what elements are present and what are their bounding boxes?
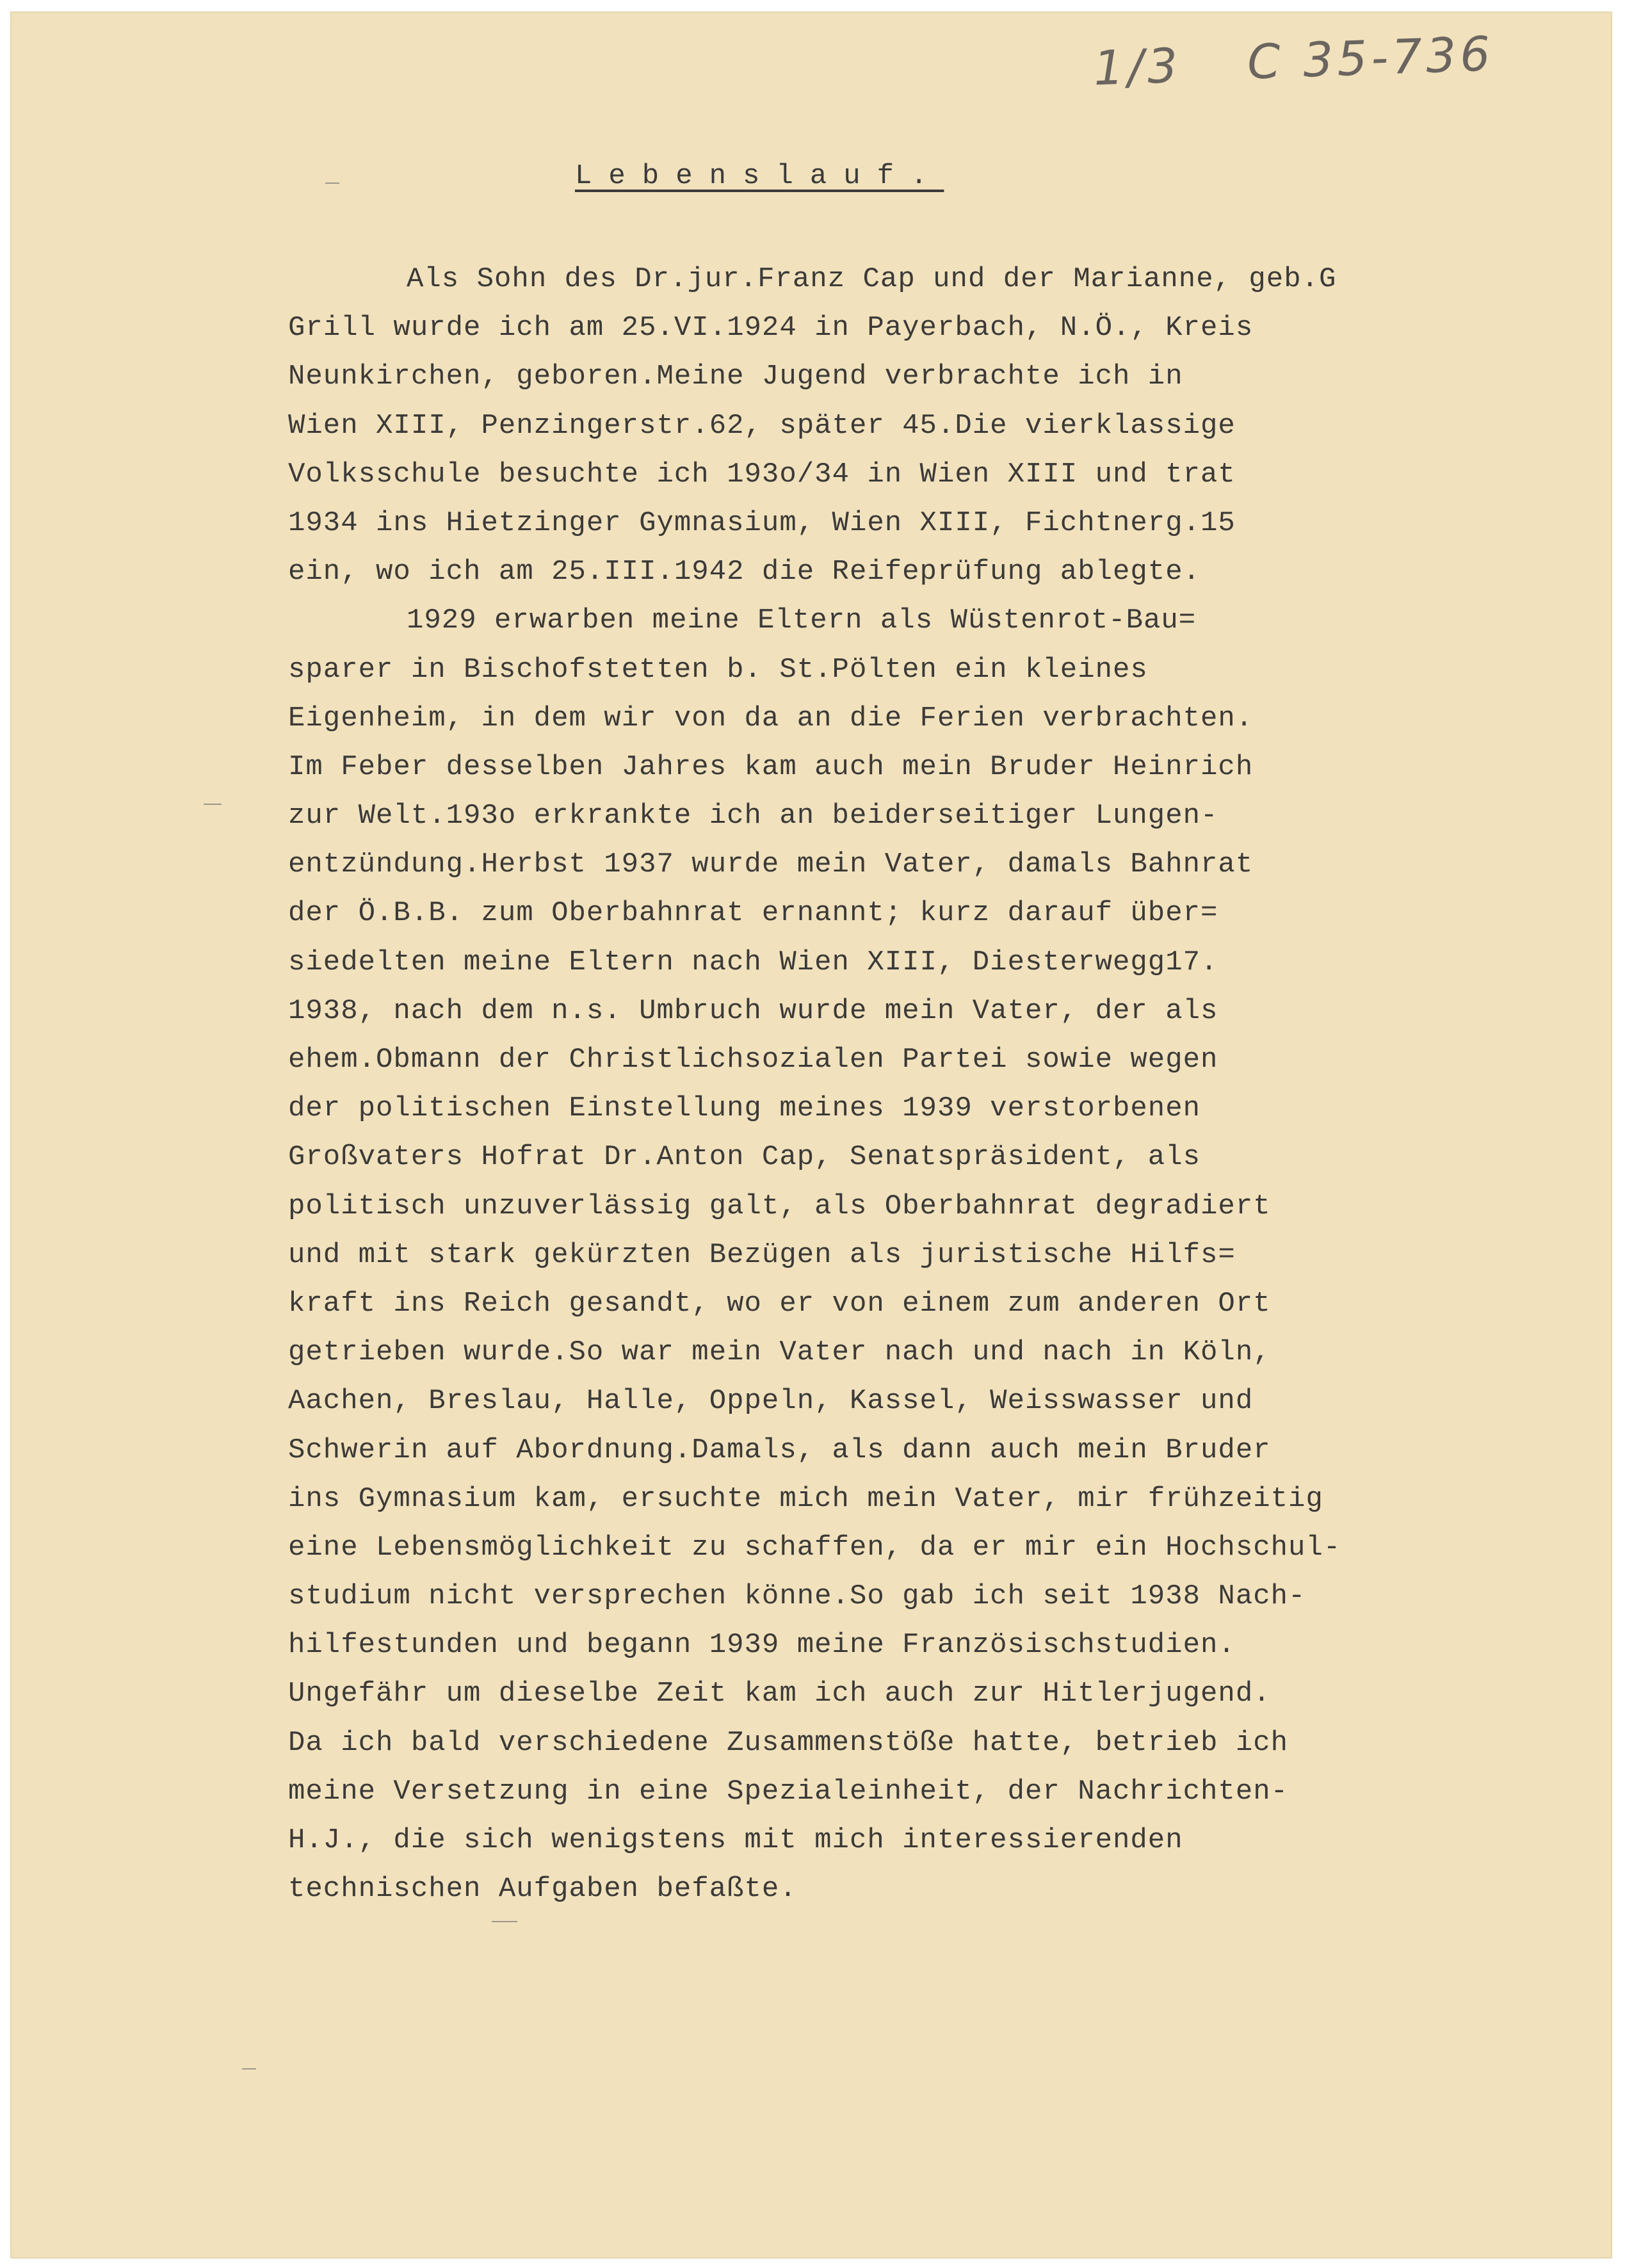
text-line: kraft ins Reich gesandt, wo er von einem zum anderen Ort	[288, 1287, 1271, 1320]
text-line: entzündung.Herbst 1937 wurde mein Vater, damals Bahnrat	[288, 848, 1254, 881]
text-line: getrieben wurde.So war mein Vater nach und nach in Köln,	[288, 1336, 1271, 1369]
text-line: hilfestunden und begann 1939 meine Französischstudien.	[288, 1629, 1236, 1662]
text-line: Grill wurde ich am 25.VI.1924 in Payerbach, N.Ö., Kreis	[288, 312, 1254, 344]
text-line: 1938, nach dem n.s. Umbruch wurde mein Vater, der als	[288, 994, 1218, 1027]
margin-mark	[242, 2068, 256, 2070]
document-body	[288, 255, 1505, 1913]
text-line: ins Gymnasium kam, ersuchte mich mein Vater, mir frühzeitig	[288, 1482, 1323, 1515]
text-line: zur Welt.193o erkrankte ich an beiderseitiger Lungen-	[288, 800, 1218, 832]
text-line: Da ich bald verschiedene Zusammenstöße hatte, betrieb ich	[288, 1726, 1289, 1759]
text-line: 1929 erwarben meine Eltern als Wüstenrot-Bau=	[407, 604, 1197, 637]
text-line: Neunkirchen, geboren.Meine Jugend verbrachte ich in	[288, 360, 1183, 393]
text-line: Im Feber desselben Jahres kam auch mein Bruder Heinrich	[288, 750, 1254, 783]
text-line: ehem.Obmann der Christlichsozialen Partei sowie wegen	[288, 1044, 1218, 1076]
text-line: Aachen, Breslau, Halle, Oppeln, Kassel, Weisswasser und	[288, 1385, 1254, 1418]
document-title: Lebenslauf.	[575, 160, 944, 192]
text-line: Großvaters Hofrat Dr.Anton Cap, Senatspräsident, als	[288, 1141, 1201, 1174]
text-line: Als Sohn des Dr.jur.Franz Cap und der Marianne, geb.G	[407, 263, 1337, 295]
text-line: ein, wo ich am 25.III.1942 die Reifeprüfung ablegte.	[288, 556, 1201, 588]
text-line: Schwerin auf Abordnung.Damals, als dann auch mein Bruder	[288, 1434, 1271, 1466]
margin-mark	[204, 804, 222, 805]
text-line: Ungefähr um dieselbe Zeit kam ich auch zur Hitlerjugend.	[288, 1678, 1271, 1710]
margin-mark	[492, 1921, 517, 1922]
text-line: 1934 ins Hietzinger Gymnasium, Wien XIII, Fichtnerg.15	[288, 506, 1236, 539]
text-line: Eigenheim, in dem wir von da an die Ferien verbrachten.	[288, 702, 1254, 734]
text-line: der politischen Einstellung meines 1939 verstorbenen	[288, 1092, 1201, 1125]
page-number-annotation: 1/3	[1092, 38, 1183, 97]
text-line: eine Lebensmöglichkeit zu schaffen, da er mir ein Hochschul-	[288, 1531, 1341, 1564]
text-line: und mit stark gekürzten Bezügen als juristische Hilfs=	[288, 1238, 1236, 1271]
text-line: studium nicht versprechen könne.So gab ich seit 1938 Nach-	[288, 1580, 1306, 1613]
text-line: Wien XIII, Penzingerstr.62, später 45.Die vierklassige	[288, 409, 1236, 442]
text-line: technischen Aufgaben befaßte.	[288, 1873, 797, 1906]
archive-reference-annotation: C 35-736	[1246, 26, 1495, 90]
text-line: meine Versetzung in eine Spezialeinheit, der Nachrichten-	[288, 1775, 1289, 1808]
text-line: siedelten meine Eltern nach Wien XIII, Diesterwegg17.	[288, 946, 1218, 978]
text-line: Volksschule besuchte ich 193o/34 in Wien XIII und trat	[288, 458, 1236, 490]
text-line: H.J., die sich wenigstens mit mich interessierenden	[288, 1824, 1183, 1856]
text-line: politisch unzuverlässig galt, als Oberbahnrat degradiert	[288, 1190, 1271, 1222]
margin-mark	[325, 182, 339, 184]
text-line: der Ö.B.B. zum Oberbahnrat ernannt; kurz darauf über=	[288, 897, 1218, 930]
document-page	[12, 13, 1611, 2257]
text-line: sparer in Bischofstetten b. St.Pölten ein kleines	[288, 653, 1148, 686]
